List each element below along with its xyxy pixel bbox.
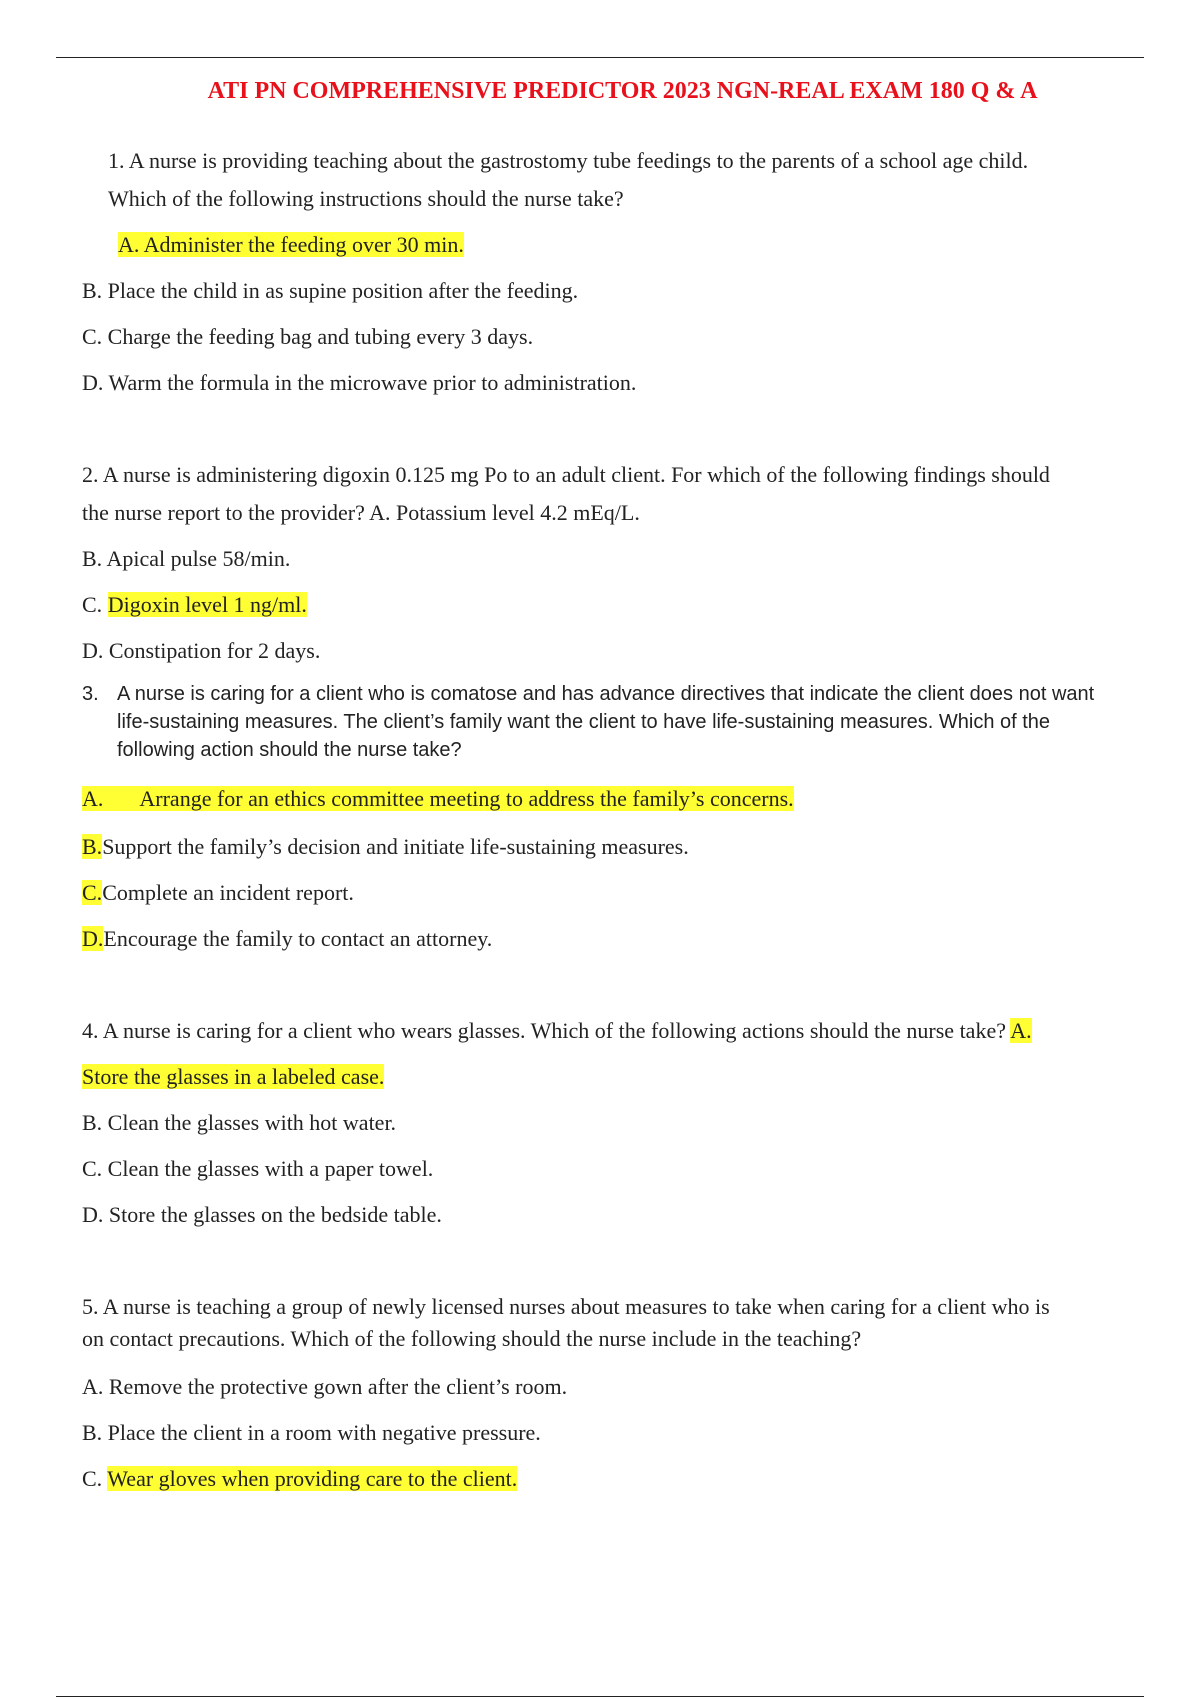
- question-4-stem: 4. A nurse is caring for a client who wears glasses. Which of the following actions should the nurse take?: [82, 1018, 1006, 1043]
- answer-highlight: [82, 786, 794, 811]
- option-text: Encourage the family to contact an attorney.: [103, 926, 493, 951]
- answer-highlight: A. Administer the feeding over 30 min.: [118, 232, 464, 257]
- question-1-option-b: B. Place the child in as supine position after the feeding.: [82, 278, 579, 303]
- option-text: Support the family’s decision and initiate life-sustaining measures.: [102, 834, 689, 859]
- question-2-option-b: B. Apical pulse 58/min.: [82, 546, 291, 571]
- question-2-option-c: [82, 592, 307, 618]
- question-5-option-c: [82, 1466, 517, 1492]
- option-letter: C.: [82, 880, 103, 905]
- question-5-option-b: B. Place the client in a room with negative pressure.: [82, 1420, 541, 1445]
- question-3-option-b: [82, 834, 689, 860]
- bottom-rule: [56, 1696, 1144, 1697]
- top-rule: [56, 57, 1144, 58]
- option-text: Arrange for an ethics committee meeting to address the family’s concerns.: [139, 786, 794, 811]
- question-1-line-2: Which of the following instructions should the nurse take?: [108, 186, 624, 211]
- question-3-number: 3.: [82, 683, 99, 705]
- question-4-option-d: D. Store the glasses on the bedside table.: [82, 1202, 442, 1227]
- question-1-option-c: C. Charge the feeding bag and tubing every 3 days.: [82, 324, 534, 349]
- option-letter: C.: [82, 592, 103, 617]
- question-2-option-d: D. Constipation for 2 days.: [82, 638, 321, 663]
- question-1-option-d: D. Warm the formula in the microwave prior to administration.: [82, 370, 637, 395]
- question-4-option-c: C. Clean the glasses with a paper towel.: [82, 1156, 434, 1181]
- question-3-option-c: [82, 880, 354, 906]
- question-5-option-a: A. Remove the protective gown after the client’s room.: [82, 1374, 568, 1399]
- document-title: ATI PN COMPREHENSIVE PREDICTOR 2023 NGN-REAL EXAM 180 Q & A: [207, 78, 1038, 104]
- question-4-line-1: [82, 1018, 1032, 1044]
- question-3-option-a: [82, 786, 794, 812]
- question-4-line-2: [82, 1064, 384, 1090]
- question-2-line-1: 2. A nurse is administering digoxin 0.125 mg Po to an adult client. For which of the following findings should: [82, 462, 1050, 487]
- question-1-option-a: [118, 232, 464, 258]
- option-text: Complete an incident report.: [102, 880, 354, 905]
- answer-highlight: Digoxin level 1 ng/ml.: [107, 592, 307, 617]
- question-3-option-d: [82, 926, 492, 952]
- option-letter: A.: [82, 786, 104, 811]
- question-5-line-1: 5. A nurse is teaching a group of newly licensed nurses about measures to take when caring for a client who is: [82, 1294, 1050, 1319]
- option-letter: C.: [82, 1466, 103, 1491]
- question-2-line-2: the nurse report to the provider? A. Potassium level 4.2 mEq/L.: [82, 500, 640, 525]
- answer-highlight: Store the glasses in a labeled case.: [82, 1064, 385, 1089]
- question-4-option-b: B. Clean the glasses with hot water.: [82, 1110, 397, 1135]
- question-3-text: A nurse is caring for a client who is comatose and has advance directives that indicate the client does not want life-sustaining measures. The client’s family want the client to have life-sustaining measures. Which of the following action should the nurse take?: [117, 683, 1095, 761]
- answer-highlight: A.: [1010, 1018, 1032, 1043]
- question-1-line-1: 1. A nurse is providing teaching about the gastrostomy tube feedings to the parents of a school age child.: [108, 148, 1029, 173]
- option-letter: B.: [82, 834, 103, 859]
- answer-highlight: Wear gloves when providing care to the client.: [107, 1466, 518, 1491]
- option-letter: D.: [82, 926, 104, 951]
- question-5-line-2: on contact precautions. Which of the following should the nurse include in the teaching?: [82, 1326, 862, 1351]
